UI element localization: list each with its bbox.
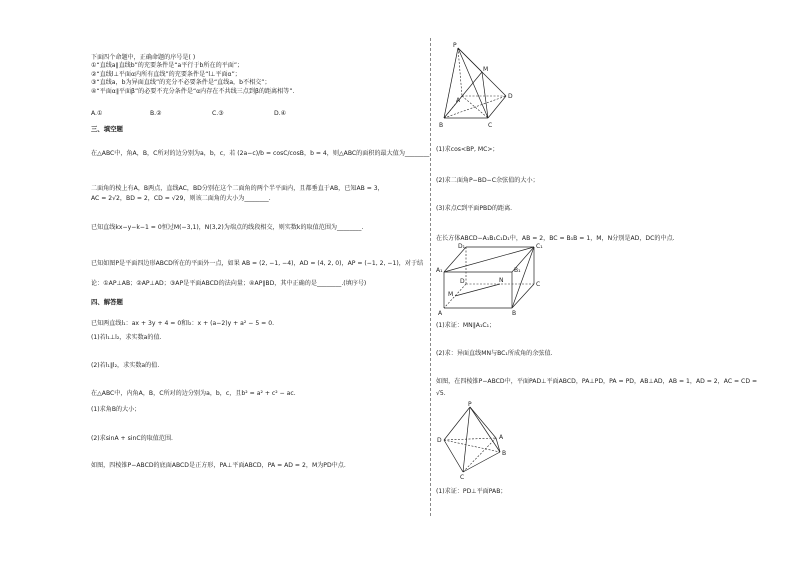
solve1-part2: (2)若l₁∥l₂，求实数a的值.	[91, 362, 160, 369]
fig1-question-1: (1)求cos<BP, MC>；	[436, 146, 499, 153]
cuboid-question-2: (2)求：异面直线MN与BC₁所成角的余弦值.	[436, 350, 553, 357]
cuboid-problem-stem: 在长方体ABCD−A₁B₁C₁D₁中，AB = 2，BC = B₁B = 1，M，N分别是AD，DC的中点.	[436, 235, 675, 242]
pyramid-figure-2	[436, 400, 512, 480]
fill-q4-line2: 论：①AP⊥AB；②AP⊥AD；③AP是平面ABCD的法向量；④AP∥BD，其中正确的是________.(填序号)	[91, 280, 367, 287]
fig2-label-b: B	[512, 310, 517, 316]
solve1-part1: (1)若l₁⊥l₂，求实数a的值.	[91, 334, 162, 341]
fig1-label-m: M	[483, 66, 489, 73]
pyramid2-stem-line1: 如图，在四棱锥P−ABCD中，平面PAD⊥平面ABCD，PA⊥PD，PA = PD，AB⊥AD，AB = 1，AD = 2，AC = CD =	[436, 378, 758, 385]
solve1-stem: 已知两直线l₁：ax + 3y + 4 = 0和l₂：x + (a−2)y + a² − 5 = 0.	[91, 320, 275, 327]
solve3-stem: 如图，四棱锥P−ABCD的底面ABCD是正方形，PA⊥平面ABCD，PA = AD = 2，M为PD中点.	[91, 462, 346, 469]
mc-item-4: ④“平面α∥平面β”的必要不充分条件是“α内存在不共线三点到β的距离相等”.	[91, 88, 295, 95]
fill-q3: 已知直线kx−y−k−1 = 0恒过M(−3,1)，N(3,2)为端点的线段相交，则实数k的取值范围为________.	[91, 224, 364, 231]
fill-q2-line2: AC = 2√2，BD = 2，CD = √29，则该二面角的大小为________.	[91, 195, 271, 202]
mc-option-d: D.④	[274, 110, 287, 117]
solve2-stem: 在△ABC中，内角A，B，C所对的边分别为a，b，c，且b² = a² + c² − ac.	[91, 390, 296, 397]
pyramid2-question-1: (1)求证：PD⊥平面PAB；	[436, 488, 507, 495]
fig1-label-a: A	[456, 97, 461, 104]
fig2-label-m: M	[448, 291, 454, 298]
fill-q1: 在△ABC中，角A，B，C所对的边分别为a，b，c，若 (2a−c)/b = cosC/cosB，b = 4，则△ABC的面积的最大值为________.	[91, 150, 432, 157]
mc-stem: 下面四个命题中，正确命题的序号是( )	[91, 54, 196, 61]
fig3-label-p: P	[468, 401, 472, 408]
fig1-label-c: C	[488, 122, 493, 129]
fig3-label-d: D	[437, 437, 442, 444]
solve2-part1: (1)求角B的大小；	[91, 406, 141, 413]
fill-q4-line1: 已知如图P是平面四边形ABCD所在的平面外一点，如果 AB = (2, −1, −4)，AD = (4, 2, 0)，AP = (−1, 2, −1)，对于结	[91, 260, 424, 267]
fig1-label-p: P	[453, 42, 457, 49]
fig3-label-a: A	[499, 434, 504, 441]
fig1-label-d: D	[508, 93, 513, 100]
pyramid-figure-1	[436, 40, 528, 132]
fig2-label-c1: C₁	[536, 243, 543, 250]
fig1-label-b: B	[439, 122, 444, 129]
fig1-question-3: (3)求点C到平面PBD的距离.	[436, 205, 513, 212]
section-solve-heading: 四、解答题	[91, 298, 123, 306]
section-fill-heading: 三、填空题	[91, 125, 123, 133]
column-separator	[430, 38, 431, 516]
mc-option-b: B.②	[150, 110, 162, 117]
fig2-label-d1: D₁	[458, 243, 466, 250]
mc-item-2: ②“直线l⊥平面α内所有直线”的充要条件是“l⊥平面α”；	[91, 71, 241, 78]
fig2-label-n: N	[499, 277, 504, 284]
fig2-label-a1: A₁	[436, 267, 443, 274]
mc-option-a: A.①	[91, 110, 103, 117]
pyramid2-stem-line2: √5.	[436, 390, 446, 397]
cuboid-question-1: (1)求证：MN∥A₁C₁；	[436, 322, 496, 329]
fig2-label-b1: B₁	[514, 267, 521, 274]
fig3-label-b: B	[502, 450, 507, 457]
fig2-label-c: C	[536, 281, 541, 288]
fig2-label-a: A	[438, 310, 443, 316]
fig2-label-d: D	[460, 278, 465, 285]
cuboid-figure	[436, 242, 546, 316]
fig1-question-2: (2)求二面角P−BD−C余弦值的大小；	[436, 177, 539, 184]
fill-q2-line1: 二面角的棱上有A，B两点，直线AC，BD分别在这个二面角的两个半平面内，且都垂直于AB，已知AB = 3，	[91, 185, 384, 192]
fig3-label-c: C	[460, 474, 465, 480]
mc-option-c: C.③	[212, 110, 224, 117]
mc-item-3: ③“直线a，b为异面直线”的充分不必要条件是“直线a，b不相交”；	[91, 79, 271, 86]
mc-item-1: ①“直线a∥直线b”的充要条件是“a平行于b所在的平面”；	[91, 62, 244, 69]
solve2-part2: (2)求sinA + sinC的取值范围.	[91, 435, 173, 442]
